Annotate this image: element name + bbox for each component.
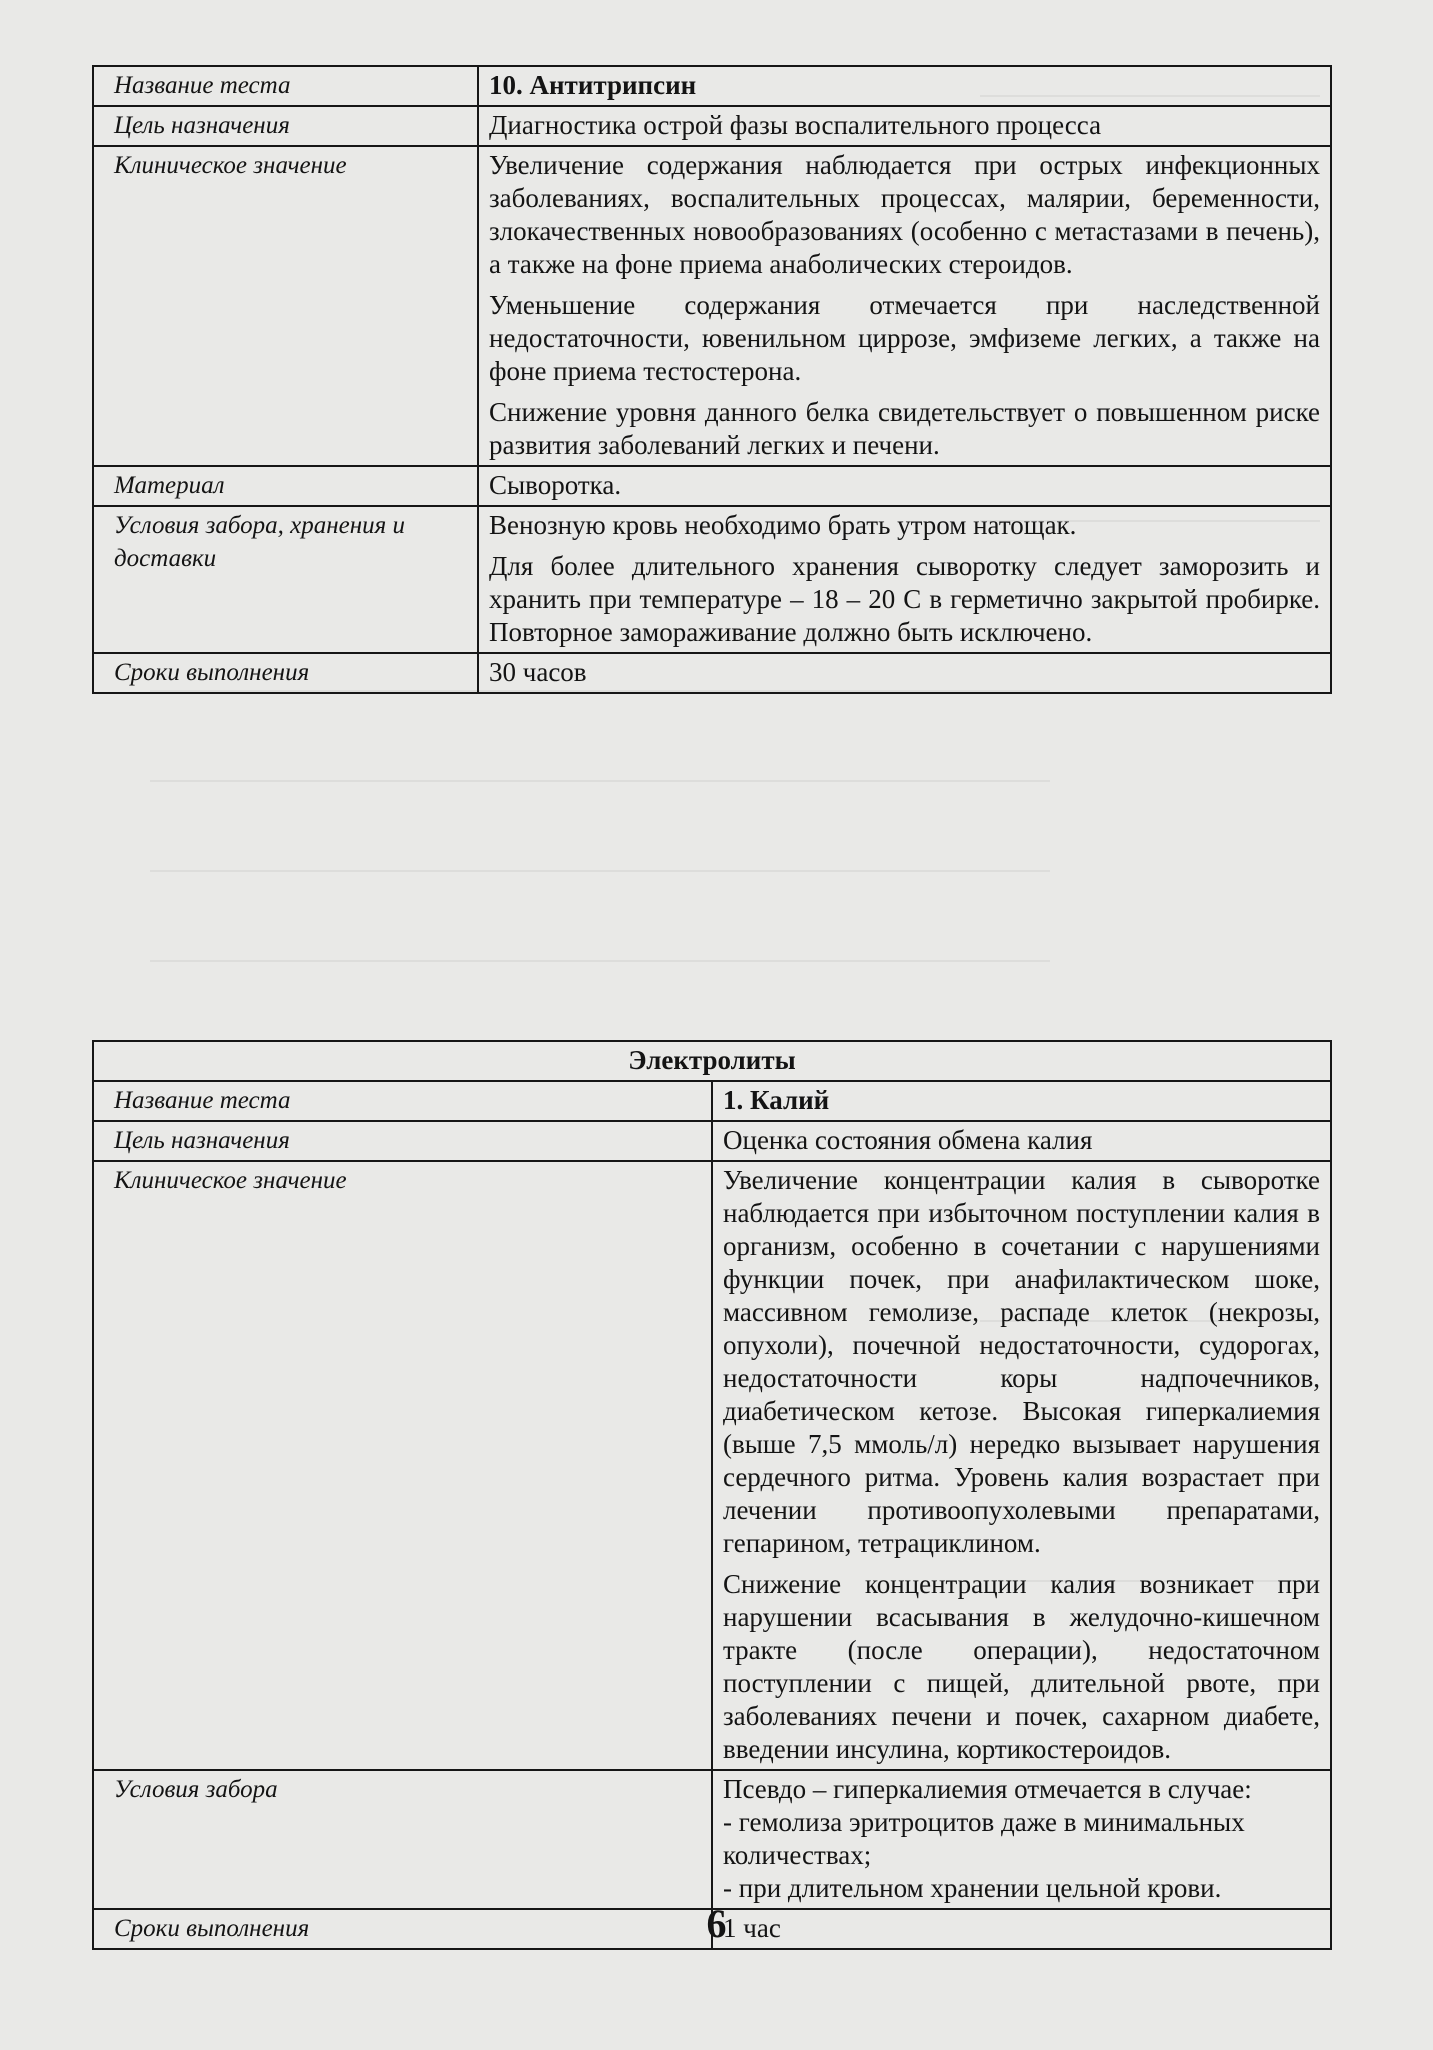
conditions-value	[478, 506, 1331, 653]
test-name-value: 1. Калий	[712, 1081, 1331, 1121]
page-number: 6	[706, 1901, 727, 1946]
test-name-value: 10. Антитрипсин	[478, 66, 1331, 106]
table-row	[93, 1121, 1331, 1161]
table-row	[93, 653, 1331, 693]
purpose-value: Оценка состояния обмена калия	[712, 1121, 1331, 1161]
clinical-value	[478, 146, 1331, 466]
conditions-value	[712, 1770, 1331, 1909]
test-name-label: Название теста	[93, 1081, 712, 1121]
antitrypsin-table	[92, 65, 1332, 694]
paragraph: Увеличение содержания наблюдается при острых инфекционных заболеваниях, воспалительных процессах, малярии, беременности, злокачественных новообразованиях (особенно с метастазами в печень), а также на фоне приема анаболических стероидов.	[489, 150, 1320, 279]
paragraph: Уменьшение содержания отмечается при наследственной недостаточности, ювенильном циррозе, эмфиземе легких, а также на фоне приема тестостерона.	[489, 290, 1320, 386]
conditions-intro: Псевдо – гиперкалиемия отмечается в случае:	[723, 1774, 1252, 1804]
table-row	[93, 106, 1331, 146]
deadline-value: 1 час	[712, 1909, 1331, 1949]
list-item: - при длительном хранении цельной крови.	[723, 1873, 1222, 1903]
conditions-label: Условия забора, хранения и доставки	[93, 506, 478, 653]
test-name-label: Название теста	[93, 66, 478, 106]
purpose-value: Диагностика острой фазы воспалительного процесса	[478, 106, 1331, 146]
paragraph: Снижение уровня данного белка свидетельствует о повышенном риске развития заболеваний легких и печени.	[489, 397, 1320, 460]
conditions-label: Условия забора	[93, 1770, 712, 1909]
table-row	[93, 1161, 1331, 1770]
clinical-label: Клиническое значение	[93, 1161, 712, 1770]
deadline-value: 30 часов	[478, 653, 1331, 693]
table-row	[93, 1081, 1331, 1121]
section-row	[93, 1041, 1331, 1081]
material-value: Сыворотка.	[478, 466, 1331, 506]
table-row	[93, 66, 1331, 106]
paragraph: Венозную кровь необходимо брать утром натощак.	[489, 510, 1077, 540]
table-row	[93, 506, 1331, 653]
table-row	[93, 146, 1331, 466]
potassium-table	[92, 1040, 1332, 1950]
table-row	[93, 1770, 1331, 1909]
purpose-label: Цель назначения	[93, 1121, 712, 1161]
paragraph: Для более длительного хранения сыворотку следует заморозить и хранить при температуре – 18 – 20 С в герметично закрытой пробирке. Повторное замораживание должно быть исключено.	[489, 551, 1320, 647]
paragraph: Снижение концентрации калия возникает при нарушении всасывания в желудочно-кишечном тракте (после операции), недостаточном поступлении с пищей, длительной рвоте, при заболеваниях печени и почек, сахарном диабете, введении инсулина, кортикостероидов.	[723, 1569, 1320, 1764]
list-item: - гемолиза эритроцитов даже в минимальных количествах;	[723, 1807, 1245, 1870]
clinical-value	[712, 1161, 1331, 1770]
deadline-label: Сроки выполнения	[93, 1909, 712, 1949]
material-label: Материал	[93, 466, 478, 506]
table-row	[93, 466, 1331, 506]
section-title: Электролиты	[93, 1041, 1331, 1081]
paragraph: Увеличение концентрации калия в сыворотке наблюдается при избыточном поступлении калия в организм, особенно в сочетании с нарушениями функции почек, при анафилактическом шоке, массивном гемолизе, распаде клеток (некрозы, опухоли), почечной недостаточности, судорогах, недостаточности коры надпочечников, диабетическом кетозе. Высокая гиперкалиемия (выше 7,5 ммоль/л) нередко вызывает нарушения сердечного ритма. Уровень калия возрастает при лечении противоопухолевыми препаратами, гепарином, тетрациклином.	[723, 1165, 1320, 1558]
deadline-label: Сроки выполнения	[93, 653, 478, 693]
purpose-label: Цель назначения	[93, 106, 478, 146]
clinical-label: Клиническое значение	[93, 146, 478, 466]
